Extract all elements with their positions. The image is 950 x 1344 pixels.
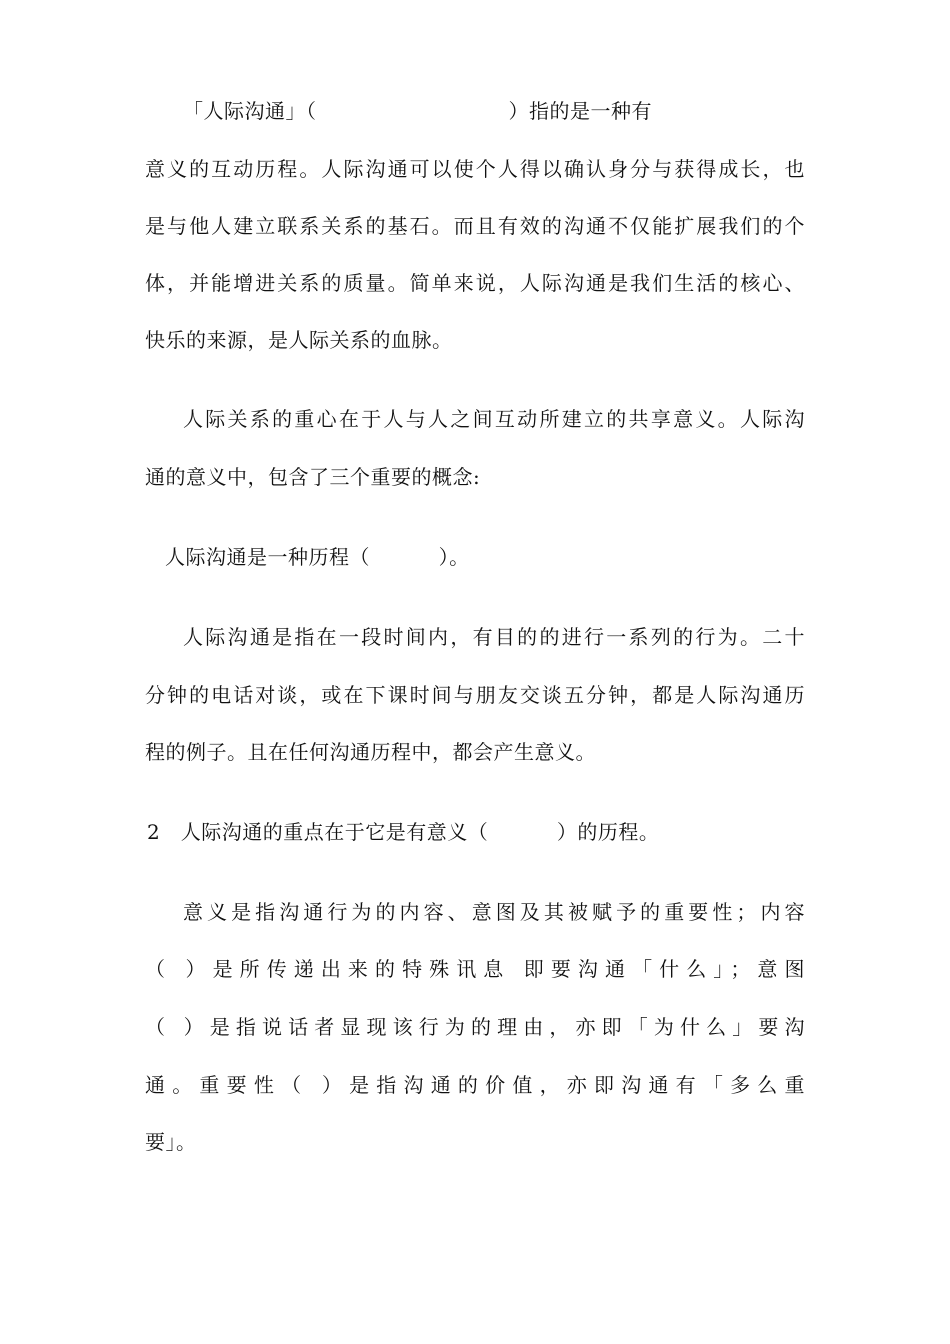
text-line: 意义是指沟通行为的内容、意图及其被赋予的重要性；内容 [183, 900, 805, 924]
text-line: 人际关系的重心在于人与人之间互动所建立的共享意义。人际沟 [183, 407, 805, 431]
text-line: 人际沟通是一种历程（ ）。 [165, 545, 470, 569]
text-line: 要」。 [145, 1130, 197, 1154]
text-line: 「人际沟通」（ ）指的是一种有 [183, 99, 653, 123]
text-line: 意义的互动历程。人际沟通可以使个人得以确认身分与获得成长，也 [145, 157, 805, 181]
text-line: 通的意义中，包含了三个重要的概念: [145, 465, 481, 489]
text-line: 2 人际沟通的重点在于它是有意义（ ）的历程。 [147, 820, 660, 844]
text-line: 是与他人建立联系关系的基石。而且有效的沟通不仅能扩展我们的个 [145, 214, 805, 238]
text-line: （ ）是指说话者显现该行为的理由，亦即「为什么」要沟 [145, 1015, 805, 1039]
text-line: 体，并能增进关系的质量。简单来说，人际沟通是我们生活的核心、 [145, 271, 805, 295]
text-line: 分钟的电话对谈，或在下课时间与朋友交谈五分钟，都是人际沟通历 [145, 683, 805, 707]
text-line: 人际沟通是指在一段时间内，有目的的进行一系列的行为。二十 [183, 625, 805, 649]
text-line: 程的例子。且在任何沟通历程中，都会产生意义。 [145, 740, 596, 764]
text-line: 通。重要性（ ）是指沟通的价值，亦即沟通有「多么重 [145, 1073, 805, 1097]
text-line: （ ）是所传递出来的特殊讯息 即要沟通「什么」；意图 [145, 957, 805, 981]
text-line: 快乐的来源，是人际关系的血脉。 [145, 328, 453, 352]
